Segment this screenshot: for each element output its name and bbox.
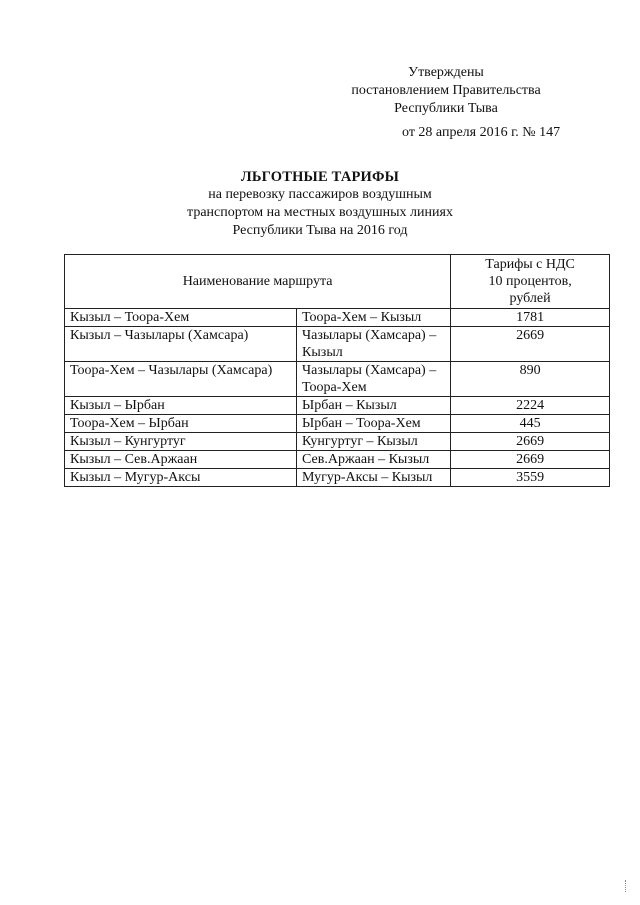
route-to-cell: Мугур-Аксы – Кызыл	[297, 469, 451, 487]
title-block	[0, 168, 640, 240]
table-row	[65, 451, 610, 469]
scan-artifact	[625, 880, 628, 892]
route-to-cell: Сев.Аржаан – Кызыл	[297, 451, 451, 469]
price-cell: 890	[451, 362, 610, 397]
document-title: ЛЬГОТНЫЕ ТАРИФЫ	[240, 169, 400, 185]
table-row	[65, 469, 610, 487]
subtitle-line: транспортом на местных воздушных линиях	[187, 205, 453, 220]
approval-stamp	[336, 64, 556, 118]
tariffs-table	[64, 254, 610, 487]
price-header-line: 10 процентов,	[488, 274, 572, 289]
table-row	[65, 415, 610, 433]
approval-line: постановлением Правительства	[351, 83, 541, 98]
route-to-cell: Чазылары (Хамсара) – Тоора-Хем	[297, 362, 451, 397]
route-to-cell: Кунгуртуг – Кызыл	[297, 433, 451, 451]
route-from-cell: Кызыл – Мугур-Аксы	[65, 469, 297, 487]
price-header-line: Тарифы с НДС	[485, 257, 575, 272]
table-row	[65, 362, 610, 397]
route-from-cell: Кызыл – Ырбан	[65, 397, 297, 415]
route-to-cell: Ырбан – Тоора-Хем	[297, 415, 451, 433]
price-cell: 2669	[451, 433, 610, 451]
route-from-cell: Кызыл – Чазылары (Хамсара)	[65, 327, 297, 362]
document-subtitle	[0, 186, 640, 240]
route-from-cell: Кызыл – Сев.Аржаан	[65, 451, 297, 469]
price-cell: 2669	[451, 327, 610, 362]
route-from-cell: Тоора-Хем – Ырбан	[65, 415, 297, 433]
table-row	[65, 327, 610, 362]
approval-date: от 28 апреля 2016 г. № 147	[402, 125, 561, 140]
price-header-line: рублей	[509, 291, 551, 306]
price-cell: 445	[451, 415, 610, 433]
price-header	[451, 255, 610, 309]
route-to-cell: Тоора-Хем – Кызыл	[297, 309, 451, 327]
table-row	[65, 397, 610, 415]
approval-line: Утверждены	[408, 65, 484, 80]
price-cell: 2669	[451, 451, 610, 469]
subtitle-line: Республики Тыва на 2016 год	[232, 223, 408, 238]
subtitle-line: на перевозку пассажиров воздушным	[208, 187, 432, 202]
price-cell: 3559	[451, 469, 610, 487]
table-row	[65, 433, 610, 451]
route-from-cell: Тоора-Хем – Чазылары (Хамсара)	[65, 362, 297, 397]
route-from-cell: Кызыл – Кунгуртуг	[65, 433, 297, 451]
route-from-cell: Кызыл – Тоора-Хем	[65, 309, 297, 327]
price-cell: 2224	[451, 397, 610, 415]
approval-line: Республики Тыва	[394, 101, 498, 116]
price-cell: 1781	[451, 309, 610, 327]
table-row	[65, 309, 610, 327]
route-to-cell: Ырбан – Кызыл	[297, 397, 451, 415]
route-to-cell: Чазылары (Хамсара) – Кызыл	[297, 327, 451, 362]
table-header-row	[65, 255, 610, 309]
route-header: Наименование маршрута	[65, 255, 451, 309]
